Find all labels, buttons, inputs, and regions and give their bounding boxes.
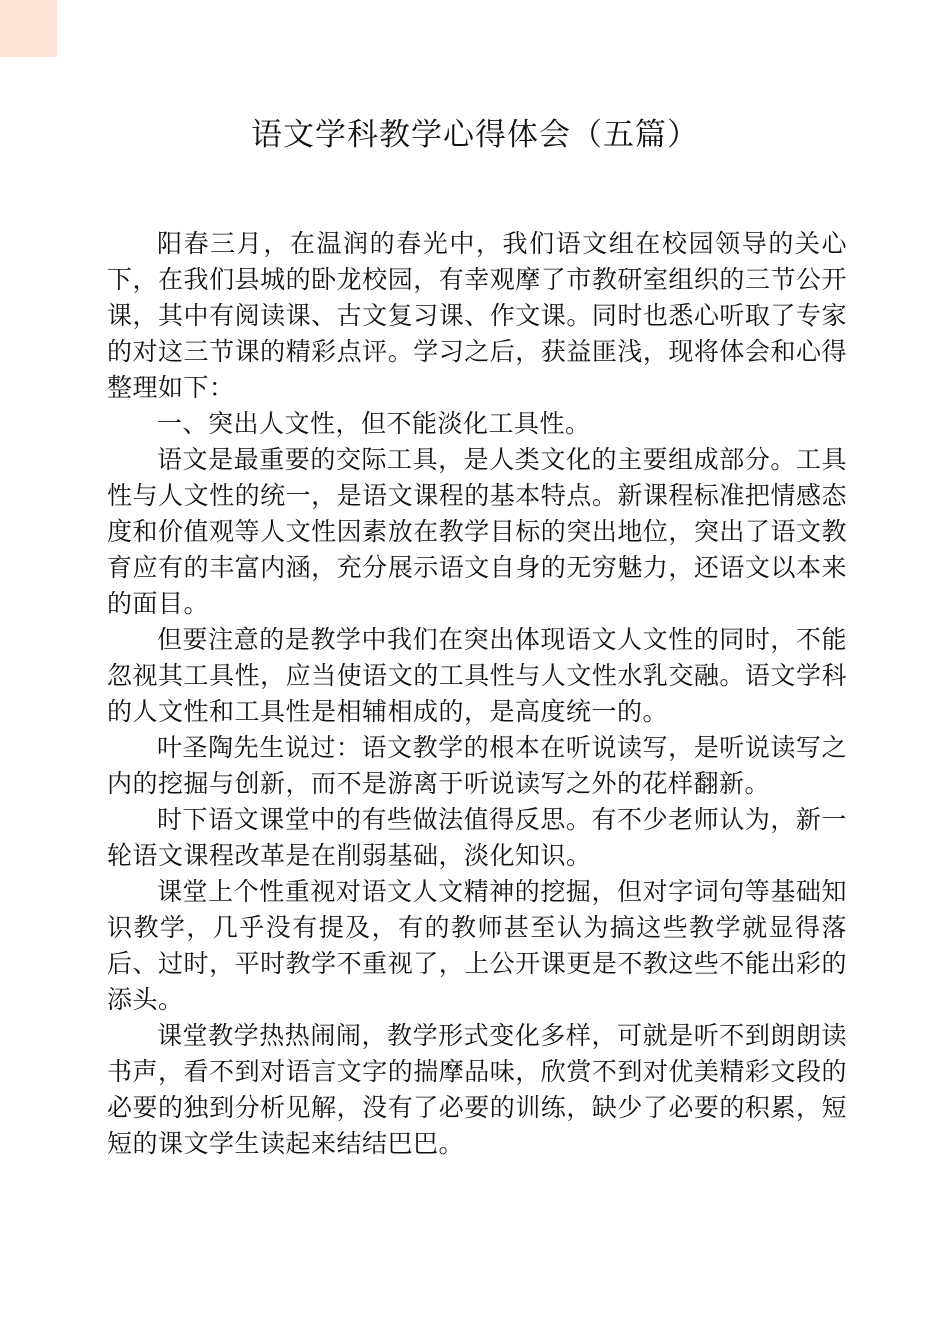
section-heading: 一、突出人文性，但不能淡化工具性。 bbox=[157, 409, 591, 438]
paragraph: 语文是最重要的交际工具，是人类文化的主要组成部分。工具性与人文性的统一，是语文课程的基本特点。新课程标准把情感态度和价值观等人文性因素放在教学目标的突出地位，突出了语文教育应有的丰富内涵，充分展示语文自身的无穷魅力，还语文以本来的面目。 bbox=[107, 445, 847, 618]
corner-decoration bbox=[0, 0, 57, 57]
document-body bbox=[107, 226, 847, 1162]
paragraph: 课堂教学热热闹闹，教学形式变化多样，可就是听不到朗朗读书声，看不到对语言文字的揣摩品味，欣赏不到对优美精彩文段的必要的独到分析见解，没有了必要的训练，缺少了必要的积累，短短的课文学生读起来结结巴巴。 bbox=[107, 1021, 847, 1158]
paragraph: 时下语文课堂中的有些做法值得反思。有不少老师认为，新一轮语文课程改革是在削弱基础，淡化知识。 bbox=[107, 805, 847, 870]
paragraph: 课堂上个性重视对语文人文精神的挖掘，但对字词句等基础知识教学，几乎没有提及，有的教师甚至认为搞这些教学就显得落后、过时，平时教学不重视了，上公开课更是不教这些不能出彩的添头。 bbox=[107, 877, 847, 1014]
paragraph: 但要注意的是教学中我们在突出体现语文人文性的同时，不能忽视其工具性，应当使语文的工具性与人文性水乳交融。语文学科的人文性和工具性是相辅相成的，是高度统一的。 bbox=[107, 625, 847, 726]
page-title: 语文学科教学心得体会（五篇） bbox=[251, 117, 699, 153]
paragraph: 叶圣陶先生说过：语文教学的根本在听说读写，是听说读写之内的挖掘与创新，而不是游离于听说读写之外的花样翻新。 bbox=[107, 733, 847, 798]
paragraph: 阳春三月，在温润的春光中，我们语文组在校园领导的关心下，在我们县城的卧龙校园，有幸观摩了市教研室组织的三节公开课，其中有阅读课、古文复习课、作文课。同时也悉心听取了专家的对这三节课的精彩点评。学习之后，获益匪浅，现将体会和心得整理如下： bbox=[107, 229, 847, 402]
